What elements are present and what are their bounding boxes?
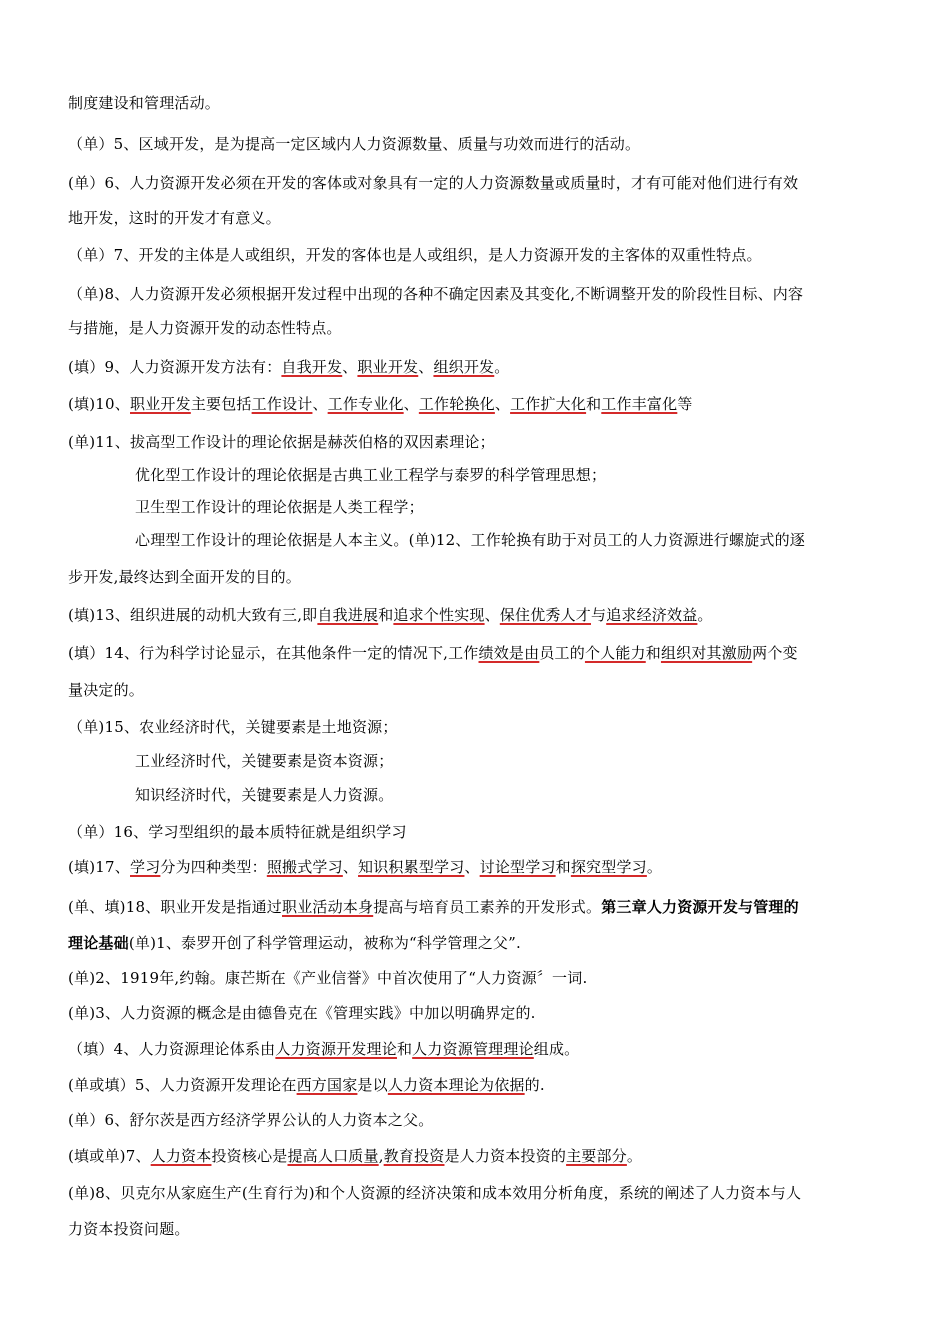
text-line: (单）6、人力资源开发必须在开发的客体或对象具有一定的人力资源数量或质量时，才有可能对他们进行有效 (68, 174, 799, 192)
underlined-term: 工作专业化 (327, 395, 404, 413)
text-line: 量决定的。 (68, 681, 145, 699)
text-line: 地开发，这时的开发才有意义。 (68, 209, 281, 227)
underlined-term: 探究型学习 (570, 858, 647, 876)
chapter-heading: 第三章人力资源开发与管理的 (601, 898, 799, 916)
underlined-term: 职业开发 (130, 395, 191, 413)
underlined-term: 工作轮换化 (418, 395, 495, 413)
text-line: 知识经济时代，关键要素是人力资源。 (135, 786, 394, 804)
text-line: (填)13、组织进展的动机大致有三,即自我进展和追求个性实现、保住优秀人才与追求经济效益。 (68, 606, 713, 624)
text-line: （填）4、人力资源理论体系由人力资源开发理论和人力资源管理理论组成。 (68, 1040, 580, 1058)
underlined-term: 自我开发 (281, 358, 343, 376)
text-line: （单）7、开发的主体是人或组织，开发的客体也是人或组织，是人力资源开发的主客体的双重性特点。 (68, 246, 762, 264)
underlined-term: 讨论型学习 (479, 858, 556, 876)
underlined-term: 西方国家 (296, 1076, 358, 1094)
text-line: （单）5、区域开发，是为提高一定区域内人力资源数量、质量与功效而进行的活动。 (68, 135, 641, 153)
text-line: （单)15、农业经济时代，关键要素是土地资源； (68, 718, 398, 736)
underlined-term: 照搬式学习 (266, 858, 343, 876)
underlined-term: 提高人口质量 (287, 1147, 379, 1165)
text-line: (单、填)18、职业开发是指通过职业活动本身提高与培育员工素养的开发形式。第三章人力资源开发与管理的 (68, 898, 799, 916)
text-line: 力资本投资问题。 (68, 1220, 190, 1238)
underlined-term: 教育投资 (383, 1147, 445, 1165)
chapter-heading: 理论基础 (68, 934, 129, 952)
text-line: (单)8、贝克尔从家庭生产(生育行为)和个人资源的经济决策和成本效用分析角度，系统的阐述了人力资本与人 (68, 1184, 802, 1202)
text-line: (单）6、舒尔茨是西方经济学界公认的人力资本之父。 (68, 1111, 434, 1129)
text-line: 制度建设和管理活动。 (68, 94, 221, 112)
underlined-term: 绩效是由 (478, 644, 540, 662)
underlined-term: 人力资本 (150, 1147, 212, 1165)
underlined-term: 职业活动本身 (282, 898, 374, 916)
underlined-term: 个人能力 (584, 644, 646, 662)
underlined-term: 主要部分 (566, 1147, 627, 1165)
text-line: (填）14、行为科学讨论显示，在其他条件一定的情况下,工作绩效是由员工的个人能力和组织对其激励两个变 (68, 644, 798, 662)
underlined-term: 工作丰富化 (601, 395, 678, 413)
text-line: 步开发,最终达到全面开发的目的。 (68, 568, 301, 586)
text-line: (填或单)7、人力资本投资核心是提高人口质量,教育投资是人力资本投资的主要部分。 (68, 1147, 643, 1165)
text-line: 工业经济时代，关键要素是资本资源； (135, 752, 394, 770)
underlined-term: 保住优秀人才 (499, 606, 591, 624)
text-line: 卫生型工作设计的理论依据是人类工程学； (135, 498, 424, 516)
underlined-term: 组织对其激励 (660, 644, 753, 662)
text-line: (填)10、职业开发主要包括工作设计、工作专业化、工作轮换化、工作扩大化和工作丰富化等 (68, 395, 693, 413)
underlined-term: 人力资本理论为依据 (387, 1076, 525, 1094)
underlined-term: 追求经济效益 (606, 606, 698, 624)
underlined-term: 自我进展 (317, 606, 379, 624)
text-line: (填)17、学习分为四种类型：照搬式学习、知识积累型学习、讨论型学习和探究型学习。 (68, 858, 663, 876)
underlined-term: 追求个性实现 (393, 606, 485, 624)
underlined-term: 职业开发 (357, 358, 419, 376)
text-line: 理论基础(单)1、泰罗开创了科学管理运动，被称为“科学管理之父”. (68, 934, 521, 952)
text-line: (单)3、人力资源的概念是由德鲁克在《管理实践》中加以明确界定的. (68, 1004, 536, 1022)
text-line: (单)11、拔高型工作设计的理论依据是赫茨伯格的双因素理论； (68, 433, 495, 451)
underlined-term: 工作设计 (251, 395, 313, 413)
underlined-term: 人力资源管理理论 (412, 1040, 534, 1058)
underlined-term: 工作扩大化 (510, 395, 587, 413)
underlined-term: 组织开发 (433, 358, 495, 376)
text-line: 与措施，是人力资源开发的动态性特点。 (68, 319, 342, 337)
text-line: (单或填）5、人力资源开发理论在西方国家是以人力资本理论为依据的. (68, 1076, 545, 1094)
text-line: 心理型工作设计的理论依据是人本主义。(单)12、工作轮换有助于对员工的人力资源进行螺旋式的逐 (135, 531, 805, 549)
underlined-term: 人力资源开发理论 (275, 1040, 397, 1058)
underlined-term: 知识积累型学习 (358, 858, 465, 876)
text-line: （单）16、学习型组织的最本质特征就是组织学习 (68, 823, 407, 841)
text-line: (填）9、人力资源开发方法有：自我开发、职业开发、组织开发。 (68, 358, 510, 376)
underlined-term: 学习 (130, 858, 161, 876)
text-line: (单)2、1919年,约翰。康芒斯在《产业信誉》中首次使用了“人力资源〞一词. (68, 969, 588, 987)
text-line: （单)8、人力资源开发必须根据开发过程中出现的各种不确定因素及其变化,不断调整开发的阶段性目标、内容 (68, 285, 804, 303)
text-line: 优化型工作设计的理论依据是古典工业工程学与泰罗的科学管理思想； (135, 466, 607, 484)
